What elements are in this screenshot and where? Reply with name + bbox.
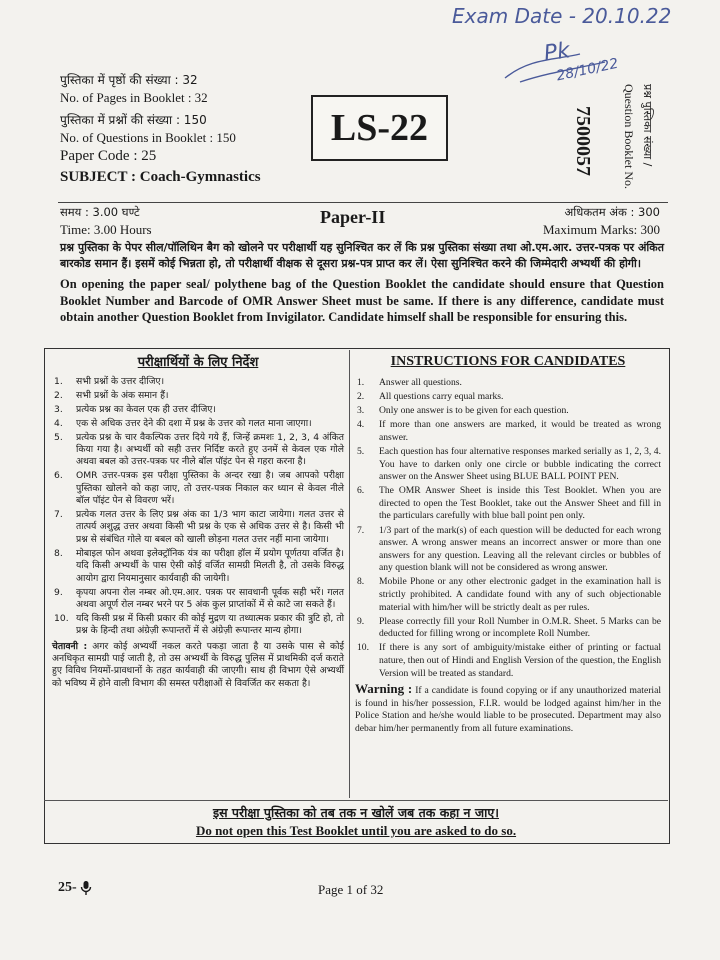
list-item: 6. OMR उत्तर-पत्रक इस परीक्षा पुस्तिका के अन्दर रखा है। जब आपको परीक्षा पुस्तिका खोलने को कहा जाए, तो उत्तर-पत्रक निकाल कर ध्यान से केवल नीले बॉल पॉइंट पेन से विवरण भरें। <box>54 470 344 507</box>
list-item: 7. 1/3 part of the mark(s) of each question will be deducted for each wrong answer. A wrong answer means an incorrect answer or more than one answers for any question. Leaving all the relevant circles or bubbles of any question blank will not be considered as wrong answer. <box>357 524 661 574</box>
page-number: Page 1 of 32 <box>318 882 384 897</box>
english-heading: INSTRUCTIONS FOR CANDIDATES <box>390 354 626 369</box>
hindi-warning <box>52 641 344 691</box>
pages-en: No. of Pages in Booklet : 32 <box>60 90 208 105</box>
list-item: 6. The OMR Answer Sheet is inside this Test Booklet. When you are directed to open the Test Booklet, take out the Answer Sheet and fill in the particulars carefully with blue ball point pen only. <box>357 485 661 522</box>
english-instruction-list <box>355 377 661 680</box>
marks-en: Maximum Marks: 300 <box>543 222 660 237</box>
booklet-code: LS-22 <box>330 107 429 149</box>
initial-note: Pk <box>542 38 572 67</box>
marks-hi: अधिकतम अंक : 300 <box>564 205 660 219</box>
list-item: 5. Each question has four alternative responses marked serially as 1, 2, 3, 4. You have to darken only one circle or bubble indicating the correct answer on the Answer Sheet using BLUE BALL POINT PEN. <box>357 445 661 483</box>
column-divider <box>349 350 350 798</box>
list-item: 3. प्रत्येक प्रश्न का केवल एक ही उत्तर दीजिए। <box>54 403 216 415</box>
list-item: 10. If there is any sort of ambiguity/mistake either of printing or factual nature, then out of Hindi and English Version of the question, the English Version will be treated as standard. <box>357 642 661 679</box>
hindi-heading: परीक्षार्थियों के लिए निर्देश <box>137 355 259 370</box>
english-warning-text: If a candidate is found copying or if any unauthorized material is found in his/her possession, F.I.R. would be lodged against him/her in the Police Station and he/she would liable to be prosecuted. Department may also debar him/her permanently from all future examinations. <box>355 685 661 734</box>
page-code <box>58 880 92 896</box>
hindi-warning-text: अगर कोई अभ्यर्थी नकल करते पकड़ा जाता है या उसके पास से कोई अनधिकृत सामग्री पाई जाती है, तो उस अभ्यर्थी के विरुद्ध पुलिस में प्राथमिकी दर्ज कराते हुए विविध नियमों-प्रावधानों के तहत कार्यवाही की जाएगी। साथ ही विभाग ऐसे अभ्यर्थी को भविष्य में होने वाली विभाग की समस्त परीक्षाओं से विवर्जित कर सकता है। <box>52 640 344 689</box>
initial-date-note: 28/10/22 <box>555 55 620 85</box>
subject: SUBJECT : Coach-Gymnastics <box>60 169 261 185</box>
header-divider <box>58 202 668 203</box>
seal-notice-hi: प्रश्न पुस्तिका के पेपर सील/पॉलिथिन बैग को खोलने पर परीक्षार्थी यह सुनिश्चित कर लें कि प्रश्न पुस्तिका संख्या तथा ओ.एम.आर. उत्तर-पत्रक पर अंकित बारकोड समान हैं। इसमें कोई भिन्नता हो, तो परीक्षार्थी वीक्षक से दूसरा प्रश्न-पत्र प्राप्त कर लें। ऐसा सुनिश्चित करने की जिम्मेदारी अभ्यर्थी की होगी। <box>60 241 664 270</box>
list-item: 10. यदि किसी प्रश्न में किसी प्रकार की कोई मुद्रण या तथ्यात्मक प्रकार की त्रुटि हो, तो प्रश्न के हिन्दी तथा अंग्रेज़ी रूपान्तरों में से अंग्रेज़ी रूपान्तर मान्य होगा। <box>54 612 344 637</box>
list-item: 9. कृपया अपना रोल नम्बर ओ.एम.आर. पत्रक पर सावधानी पूर्वक सही भरें। गलत अथवा अपूर्ण रोल नम्बर भरने पर 5 अंक कुल प्राप्तांकों में से काटे जा सकते हैं। <box>54 586 344 610</box>
booklet-no-label-hi: प्रश्न पुस्तिका संख्या / <box>641 84 654 167</box>
hindi-instructions <box>52 352 344 690</box>
english-warning <box>355 683 661 735</box>
english-instructions <box>355 354 661 736</box>
booklet-meta <box>60 72 310 188</box>
list-item: 7. प्रत्येक गलत उत्तर के लिए प्रश्न अंक का 1/3 भाग काटा जायेगा। गलत उत्तर से तात्पर्य अशुद्ध उत्तर अथवा किसी भी प्रश्न के एक से अधिक उत्तर से है। किसी भी प्रश्न से संबंधित गोले या बबल को खाली छोड़ना गलत उत्तर नहीं माना जायेगा। <box>54 509 344 545</box>
list-item: 2. All questions carry equal marks. <box>357 391 504 403</box>
hindi-instruction-list <box>52 376 344 638</box>
time-en: Time: 3.00 Hours <box>60 222 152 237</box>
box-footer-divider <box>44 800 668 801</box>
paper-title: Paper-II <box>320 207 386 227</box>
questions-en: No. of Questions in Booklet : 150 <box>60 130 236 145</box>
list-item: 1. Answer all questions. <box>357 377 462 388</box>
list-item: 1. सभी प्रश्नों के उत्तर दीजिए। <box>54 376 165 387</box>
questions-hi: पुस्तिका में प्रश्नों की संख्या : 150 <box>60 113 207 127</box>
list-item: 5. प्रत्येक प्रश्न के चार वैकल्पिक उत्तर दिये गये हैं, जिन्हें क्रमशः 1, 2, 3, 4 अंकित किया गया है। अभ्यर्थी को सही उत्तर निर्दिष्ट करते हुए उनमें से केवल एक गोले अथवा बबल को उत्तर-पत्रक पर नीले बॉल पॉइंट पेन से गहरा करना है। <box>54 431 344 468</box>
footer-en: Do not open this Test Booklet until you are asked to do so. <box>195 823 517 838</box>
exam-date-note: Exam Date - 20.10.22 <box>452 4 672 28</box>
list-item: 2. सभी प्रश्नों के अंक समान हैं। <box>54 389 169 401</box>
list-item: 4. If more than one answers are marked, it would be treated as wrong answer. <box>357 419 661 443</box>
booklet-no-label-en: Question Booklet No. <box>622 84 636 189</box>
footer-hi: इस परीक्षा पुस्तिका को तब तक न खोलें जब तक कहा न जाए। <box>212 805 500 820</box>
microphone-icon <box>80 880 92 896</box>
hindi-warning-label: चेतावनी : <box>52 640 88 652</box>
time-block <box>60 204 152 238</box>
booklet-code-box <box>311 95 448 161</box>
box-footer <box>44 804 668 840</box>
marks-block <box>510 204 660 238</box>
list-item: 8. Mobile Phone or any other electronic gadget in the examination hall is strictly prohibited. A candidate found with any of such objectionable material with him/her will be strictly dealt as per rules. <box>357 576 661 613</box>
page-code-text: 25- <box>58 880 77 895</box>
list-item: 4. एक से अधिक उत्तर देने की दशा में प्रश्न के उत्तर को गलत माना जाएगा। <box>54 417 312 429</box>
signature-scribble-icon <box>500 48 610 88</box>
pages-hi: पुस्तिका में पृष्ठों की संख्या : 32 <box>60 73 198 87</box>
list-item: 9. Please correctly fill your Roll Number in O.M.R. Sheet. 5 Marks can be deducted for filling wrong or incomplete Roll Number. <box>357 615 661 640</box>
seal-notice-en: On opening the paper seal/ polythene bag of the Question Booklet the candidate should ensure that Question Booklet Number and Barcode of OMR Answer Sheet must be same. If there is any difference, candidate must obtain another Question Booklet from Invigilator. Candidate himself shall be responsible for ensuring this. <box>60 277 664 324</box>
english-warning-label: Warning : <box>355 681 413 697</box>
booklet-no-number: 7500057 <box>572 106 594 176</box>
seal-notice <box>60 240 664 326</box>
list-item: 8. मोबाइल फोन अथवा इलेक्ट्रॉनिक यंत्र का परीक्षा हॉल में प्रयोग पूर्णतया वर्जित है। यदि किसी अभ्यर्थी के पास ऐसी कोई वर्जित सामग्री मिलती है, तो उसके विरुद्ध आयोग द्वारा नियमानुसार कार्यवाही की जायेगी। <box>54 547 344 584</box>
list-item: 3. Only one answer is to be given for each question. <box>357 405 569 417</box>
paper-code: Paper Code : 25 <box>60 148 157 164</box>
time-hi: समय : 3.00 घण्टे <box>60 205 140 219</box>
